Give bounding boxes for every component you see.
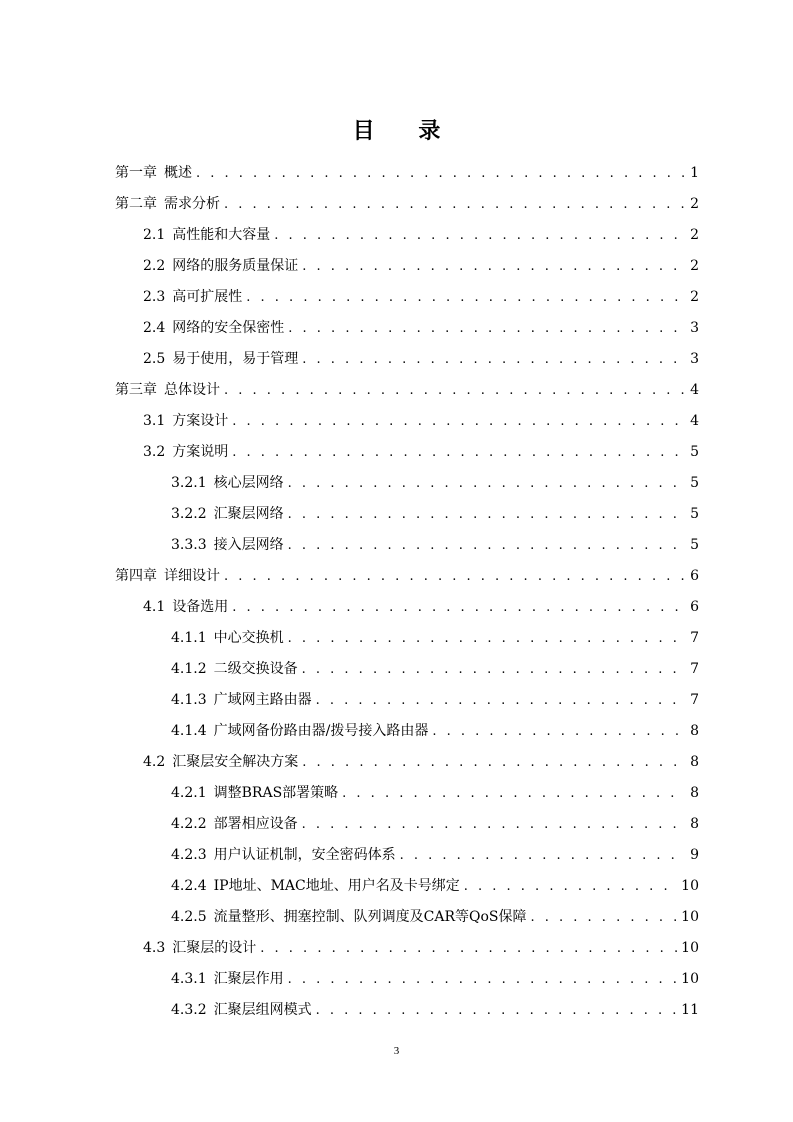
toc-entry[interactable] — [115, 995, 699, 1026]
toc-entry-page: 11 — [681, 1002, 699, 1018]
toc-entry-label: 核心层网络 — [213, 475, 284, 491]
toc-entry[interactable] — [115, 964, 699, 995]
toc-entry-page: 7 — [690, 630, 699, 646]
toc-entry-number: 3.2.2 — [171, 506, 207, 522]
toc-entry-page: 9 — [690, 847, 699, 863]
toc-entry-page: 5 — [690, 506, 699, 522]
toc-entry-label: 方案设计 — [172, 413, 229, 429]
toc-entry[interactable] — [115, 685, 699, 716]
toc-entry-number: 3.2 — [143, 444, 166, 460]
toc-entry-number: 4.1.2 — [171, 661, 207, 677]
dot-leader — [288, 313, 685, 344]
toc-entry-number: 4.1 — [143, 599, 166, 615]
toc-entry-page: 10 — [681, 940, 699, 956]
page-number: 3 — [393, 1045, 400, 1057]
toc-entry-page: 1 — [690, 165, 699, 181]
toc-entry-number: 4.3.2 — [171, 1002, 207, 1018]
toc-entry-page: 2 — [690, 258, 699, 274]
toc-entry[interactable] — [115, 437, 699, 468]
toc-entry[interactable] — [115, 623, 699, 654]
dot-leader — [288, 623, 685, 654]
toc-entry[interactable] — [115, 499, 699, 530]
toc-entry-number: 2.4 — [143, 320, 166, 336]
toc-entry-page: 5 — [690, 537, 699, 553]
toc-entry[interactable] — [115, 778, 699, 809]
toc-entry-label: 流量整形、拥塞控制、队列调度及CAR等QoS保障 — [213, 909, 527, 925]
toc-entry-page: 8 — [690, 723, 699, 739]
dot-leader — [302, 654, 685, 685]
dot-leader — [224, 189, 685, 220]
toc-entry[interactable] — [115, 809, 699, 840]
toc-entry-page: 6 — [690, 568, 699, 584]
toc-entry-label: 总体设计 — [164, 382, 220, 398]
toc-entry-page: 2 — [690, 289, 699, 305]
toc-entry-number: 4.1.4 — [171, 723, 207, 739]
dot-leader — [288, 530, 685, 561]
toc-entry-number: 2.3 — [143, 289, 166, 305]
dot-leader — [232, 406, 685, 437]
toc-entry-label: 设备选用 — [172, 599, 229, 615]
dot-leader — [342, 778, 685, 809]
toc-entry-page: 5 — [690, 475, 699, 491]
toc-entry-page: 10 — [681, 878, 699, 894]
toc-entry[interactable] — [115, 282, 699, 313]
toc-entry-label: 汇聚层的设计 — [172, 940, 257, 956]
toc-entry[interactable] — [115, 592, 699, 623]
toc-entry-number: 第四章 — [115, 568, 157, 584]
toc-entry-label: 调整BRAS部署策略 — [213, 785, 339, 801]
toc-entry-label: IP地址、MAC地址、用户名及卡号绑定 — [213, 878, 460, 894]
toc-entry-page: 6 — [690, 599, 699, 615]
toc-entry-page: 7 — [690, 661, 699, 677]
dot-leader — [196, 158, 685, 189]
toc-entry-label: 汇聚层安全解决方案 — [172, 754, 299, 770]
toc-entry-number: 4.3.1 — [171, 971, 207, 987]
toc-entry[interactable] — [115, 561, 699, 592]
toc-entry[interactable] — [115, 251, 699, 282]
toc-entry-number: 4.3 — [143, 940, 166, 956]
toc-entry-page: 4 — [690, 382, 699, 398]
toc-entry-number: 第二章 — [115, 196, 157, 212]
dot-leader — [260, 933, 677, 964]
toc-entry-label: 部署相应设备 — [213, 816, 298, 832]
toc-entry-page: 3 — [690, 320, 699, 336]
toc-entry[interactable] — [115, 406, 699, 437]
toc-entry-number: 4.2.2 — [171, 816, 207, 832]
toc-entry-number: 4.1.3 — [171, 692, 207, 708]
toc-entry-number: 3.2.1 — [171, 475, 207, 491]
dot-leader — [302, 344, 685, 375]
toc-entry-number: 3.3.3 — [171, 537, 207, 553]
dot-leader — [246, 282, 685, 313]
page-title: 目 录 — [352, 119, 459, 144]
dot-leader — [288, 499, 685, 530]
dot-leader — [464, 871, 677, 902]
toc-entry[interactable] — [115, 716, 699, 747]
toc-entry-page: 4 — [690, 413, 699, 429]
toc-entry[interactable] — [115, 530, 699, 561]
toc-entry-label: 汇聚层组网模式 — [213, 1002, 312, 1018]
toc-entry-page: 8 — [690, 754, 699, 770]
toc-entry[interactable] — [115, 313, 699, 344]
toc-entry-label: 概述 — [164, 165, 192, 181]
toc-entry-label: 用户认证机制，安全密码体系 — [213, 847, 396, 863]
toc-entry-label: 网络的服务质量保证 — [172, 258, 299, 274]
toc-entry[interactable] — [115, 468, 699, 499]
toc-entry-label: 易于使用，易于管理 — [172, 351, 299, 367]
dot-leader — [432, 716, 685, 747]
toc-entry-label: 高可扩展性 — [172, 289, 243, 305]
toc-entry-number: 4.2.1 — [171, 785, 207, 801]
dot-leader — [288, 964, 678, 995]
dot-leader — [316, 685, 685, 716]
dot-leader — [232, 437, 685, 468]
toc-entry[interactable] — [115, 189, 699, 220]
toc-entry-number: 4.2.4 — [171, 878, 207, 894]
toc-entry-number: 2.1 — [143, 227, 166, 243]
toc-entry-label: 二级交换设备 — [213, 661, 298, 677]
toc-entry-number: 第一章 — [115, 165, 157, 181]
toc-entry[interactable] — [115, 158, 699, 189]
dot-leader — [232, 592, 685, 623]
toc-entry[interactable] — [115, 654, 699, 685]
toc-entry[interactable] — [115, 933, 699, 964]
dot-leader — [224, 561, 685, 592]
toc-entry-label: 详细设计 — [164, 568, 220, 584]
toc-entry-number: 4.1.1 — [171, 630, 207, 646]
dot-leader — [288, 468, 685, 499]
dot-leader — [302, 251, 685, 282]
toc-entry[interactable] — [115, 747, 699, 778]
toc-entry-number: 2.5 — [143, 351, 166, 367]
toc-entry-label: 网络的安全保密性 — [172, 320, 285, 336]
toc-entry-page: 2 — [690, 227, 699, 243]
toc-entry[interactable] — [115, 220, 699, 251]
toc-entry-label: 广域网备份路由器/拨号接入路由器 — [213, 723, 429, 739]
toc-entry-label: 方案说明 — [172, 444, 229, 460]
toc-entry-page: 3 — [690, 351, 699, 367]
toc-entry-page: 10 — [681, 971, 699, 987]
toc-entry-page: 8 — [690, 785, 699, 801]
dot-leader — [530, 902, 677, 933]
toc-entry[interactable] — [115, 375, 699, 406]
toc-entry[interactable] — [115, 344, 699, 375]
toc-entry-label: 高性能和大容量 — [172, 227, 271, 243]
toc-entry-number: 第三章 — [115, 382, 157, 398]
toc-entry[interactable] — [115, 840, 699, 871]
dot-leader — [302, 809, 685, 840]
toc-entry-page: 8 — [690, 816, 699, 832]
toc-entry-label: 广域网主路由器 — [213, 692, 312, 708]
toc-entry-number: 4.2.5 — [171, 909, 207, 925]
toc-entry-page: 10 — [681, 909, 699, 925]
toc-entry-label: 汇聚层网络 — [213, 506, 284, 522]
dot-leader — [302, 747, 685, 778]
table-of-contents — [115, 158, 699, 1026]
dot-leader — [400, 840, 685, 871]
toc-entry[interactable] — [115, 902, 699, 933]
dot-leader — [274, 220, 685, 251]
toc-entry[interactable] — [115, 871, 699, 902]
toc-entry-page: 7 — [690, 692, 699, 708]
toc-entry-label: 接入层网络 — [213, 537, 284, 553]
toc-entry-label: 中心交换机 — [213, 630, 284, 646]
toc-entry-number: 4.2.3 — [171, 847, 207, 863]
toc-entry-page: 5 — [690, 444, 699, 460]
toc-entry-number: 3.1 — [143, 413, 166, 429]
toc-entry-page: 2 — [690, 196, 699, 212]
toc-entry-label: 需求分析 — [164, 196, 220, 212]
dot-leader — [316, 995, 678, 1026]
toc-entry-number: 4.2 — [143, 754, 166, 770]
toc-entry-number: 2.2 — [143, 258, 166, 274]
toc-entry-label: 汇聚层作用 — [213, 971, 284, 987]
dot-leader — [224, 375, 685, 406]
